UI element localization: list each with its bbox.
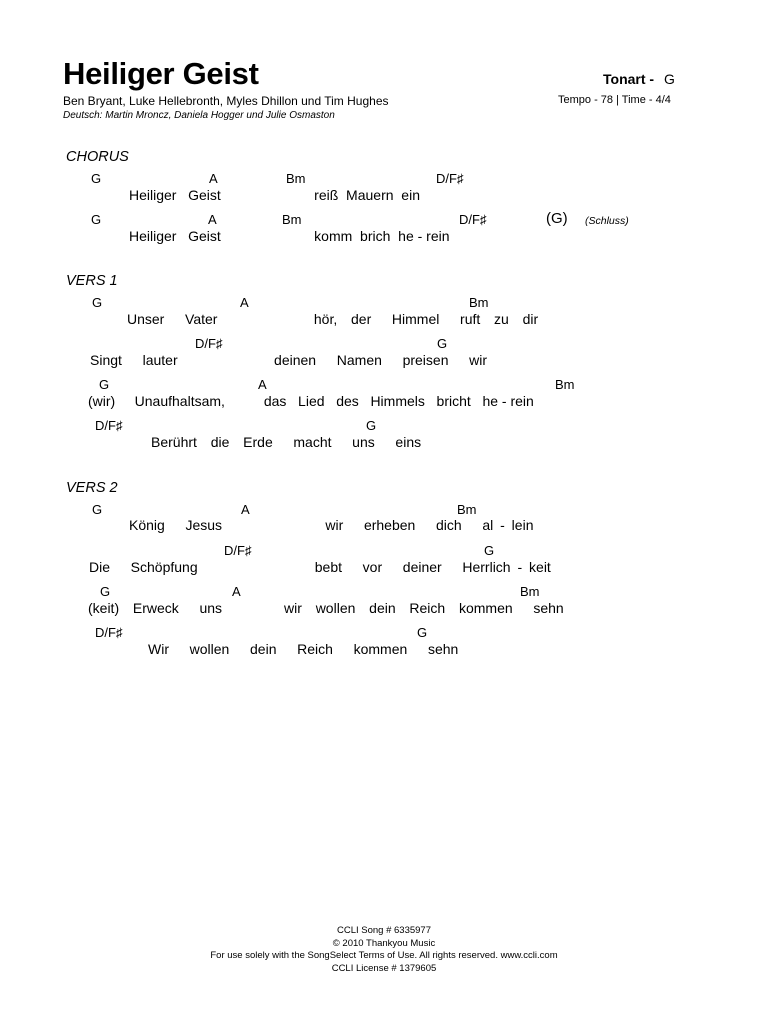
ccli-license: CCLI License # 1379605 [331,962,437,974]
song-authors: Ben Bryant, Luke Hellebronth, Myles Dhillon und Tim Hughes [63,94,389,108]
chord: G [437,336,448,351]
lyric-line [151,434,421,450]
ending-note: (Schluss) [585,215,629,227]
chord: A [258,377,267,392]
chord: A [209,171,218,186]
chord: A [241,502,250,517]
chord: A [240,295,249,310]
chord: Bm [469,295,489,310]
lyric-text: Unser Vater hör, der Himmel ruft zu dir [127,311,539,327]
chord: D/F♯ [95,625,123,640]
chord-ending: (G) [546,210,568,227]
lyric-text: Die Schöpfung bebt vor deiner Herrlich - keit [89,559,551,575]
chord: G [91,212,102,227]
copyright-footer [0,925,768,975]
lyric-text: Heiliger Geist reiß Mauern ein [129,187,420,203]
lyric-text: (keit) Erweck uns wir wollen dein Reich kommen sehn [88,600,564,616]
lyric-text: Berührt die Erde macht uns eins [151,434,422,450]
chord: Bm [286,171,306,186]
chord: D/F♯ [195,336,223,351]
chord: G [484,543,495,558]
lyric-text: König Jesus wir erheben dich al - lein [129,517,534,533]
lyric-line [148,641,458,657]
chord: G [417,625,428,640]
tempo-time: Tempo - 78 | Time - 4/4 [558,94,671,106]
lyric-line [88,393,534,409]
chord: D/F♯ [436,171,464,186]
key-value: G [664,71,675,87]
song-translators: Deutsch: Martin Mroncz, Daniela Hogger und Julie Osmaston [63,110,335,121]
lyric-text: Heiliger Geist komm brich he - rein [129,228,450,244]
section-heading: CHORUS [66,149,129,165]
lyric-line [129,517,533,533]
chord: A [232,584,241,599]
chord: D/F♯ [95,418,123,433]
chord: D/F♯ [224,543,252,558]
song-title: Heiliger Geist [63,56,259,91]
chord: Bm [520,584,540,599]
chord: A [208,212,217,227]
lyric-line [129,228,450,244]
ccli-song-number: CCLI Song # 6335977 [336,925,432,936]
lyric-line [90,352,487,368]
section-heading: VERS 2 [66,480,118,496]
lyric-line [129,187,420,203]
key-label: Tonart - [603,71,655,87]
chord: G [91,171,102,186]
lyric-line [89,559,551,575]
chord: G [366,418,377,433]
terms-of-use: For use solely with the SongSelect Terms of Use. All rights reserved. www.ccli.com [210,950,558,961]
copyright-line: © 2010 Thankyou Music [332,937,436,949]
chord: G [92,502,103,517]
lyric-text: (wir) Unaufhaltsam, das Lied des Himmels bricht he - rein [88,393,534,409]
chord: G [100,584,111,599]
lyric-line [127,311,538,327]
chord: Bm [555,377,575,392]
chord: Bm [282,212,302,227]
chord: D/F♯ [459,212,487,227]
lyric-line [88,600,564,616]
chord: G [92,295,103,310]
lyric-text: Singt lauter deinen Namen preisen wir [90,352,488,368]
chord: G [99,377,110,392]
chord: Bm [457,502,477,517]
lyric-text: Wir wollen dein Reich kommen sehn [148,641,459,657]
section-heading: VERS 1 [66,273,118,289]
